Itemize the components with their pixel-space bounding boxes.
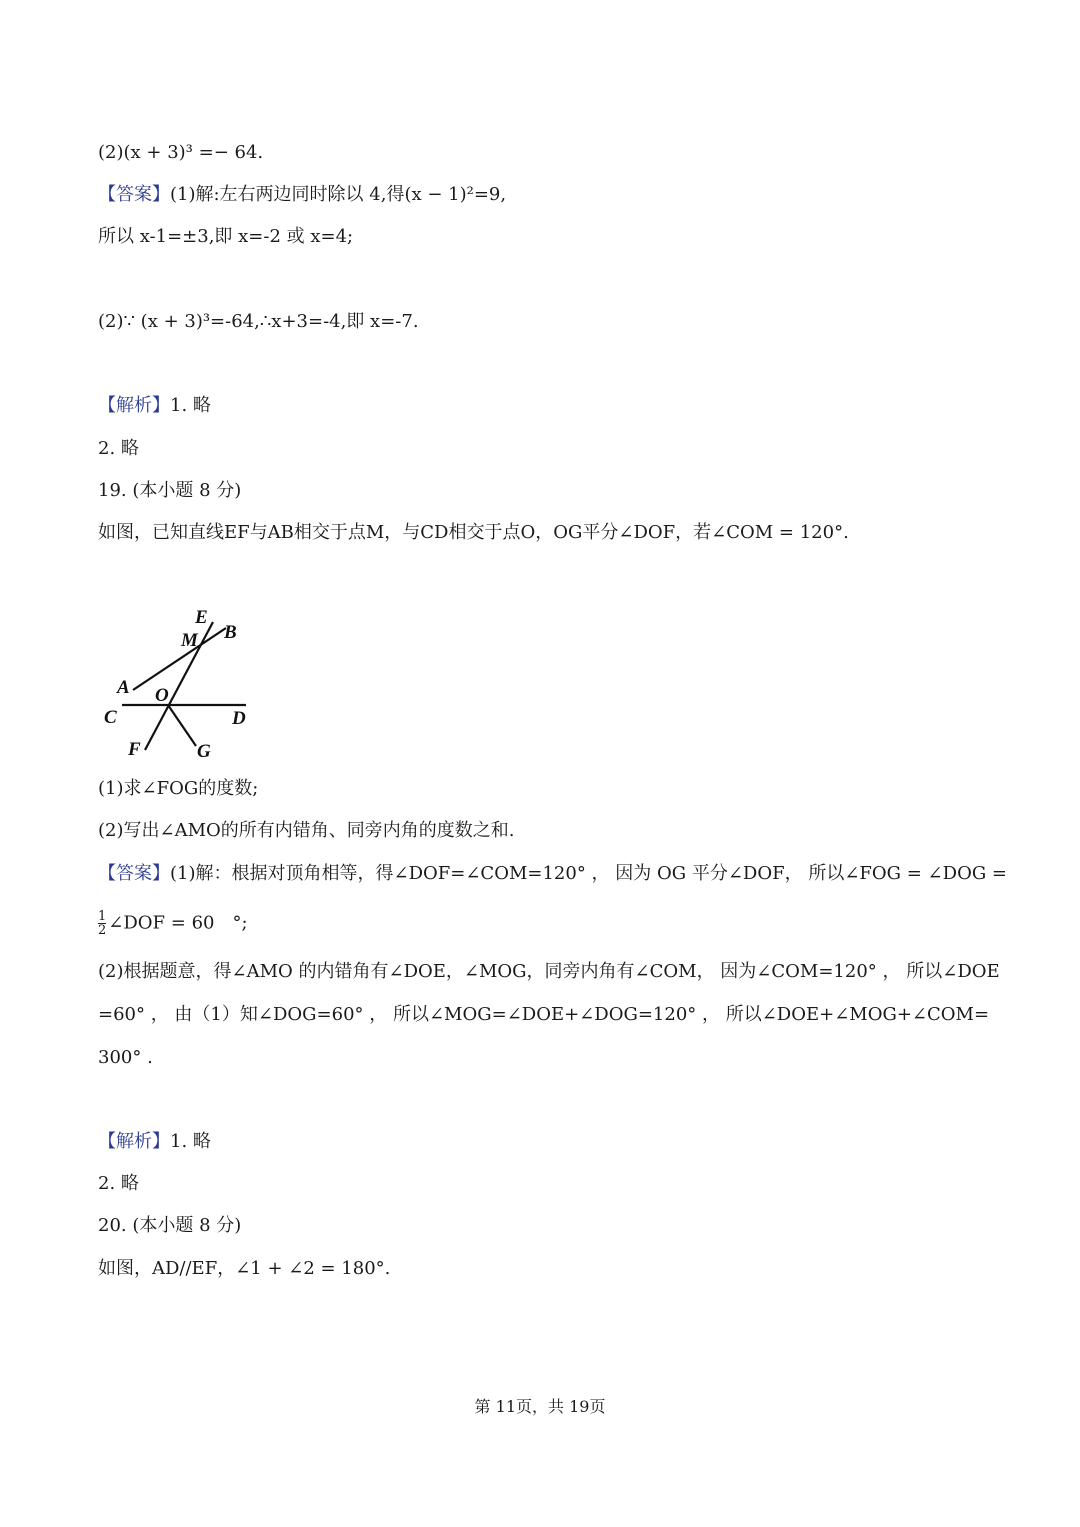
question-19-heading: 19. (本小题 8 分) [98, 480, 242, 501]
answer-19-part-2-line-3: 300° . [98, 1047, 153, 1068]
label-m: M [181, 630, 198, 651]
label-g: G [197, 741, 211, 762]
answer-19-part-2-line-1: (2)根据题意，得∠AMO 的内错角有∠DOE，∠MOG，同旁内角有∠COM， 因为∠COM=120° ， 所以∠DOE [98, 961, 1000, 982]
answer-19-line-2: $\frac{1}{2}$ ∠DOF = 60 °; [98, 909, 248, 938]
question-20-heading: 20. (本小题 8 分) [98, 1215, 242, 1236]
answer-text: (1)解：根据对顶角相等，得∠DOF=∠COM=120° ， 因为 OG 平分∠DOF， 所以∠FOG = ∠DOG = [170, 863, 1008, 884]
label-b: B [224, 622, 237, 643]
answer-18-line-2: 所以 x-1=±3,即 x=-2 或 x=4; [98, 226, 354, 247]
question-20-stem: 如图，AD//EF，∠1 + ∠2 = 180°. [98, 1258, 391, 1279]
label-f: F [128, 739, 141, 760]
answer-18-part-2: (2)∵ (x + 3)³=-64,∴x+3=-4,即 x=-7. [98, 311, 419, 332]
question-19-stem: 如图，已知直线EF与AB相交于点M，与CD相交于点O，OG平分∠DOF，若∠COM = 120°. [98, 522, 849, 543]
analysis-18-item-2: 2. 略 [98, 438, 139, 459]
label-d: D [232, 708, 246, 729]
line-ab [133, 628, 226, 690]
label-o: O [155, 685, 169, 706]
label-a: A [117, 677, 130, 698]
label-c: C [104, 707, 117, 728]
ray-og [168, 705, 196, 746]
analysis-tag: 【解析】 [98, 395, 170, 416]
answer-tag: 【答案】 [98, 863, 170, 884]
analysis-19 [98, 1130, 211, 1154]
question-19-part-1: (1)求∠FOG的度数; [98, 778, 259, 799]
analysis-text: 1. 略 [170, 1131, 211, 1152]
fraction-one-half: $\frac{1}{2}$ [98, 909, 107, 938]
analysis-19-item-2: 2. 略 [98, 1173, 139, 1194]
answer-text: (1)解:左右两边同时除以 4,得(x − 1)²=9, [170, 184, 507, 205]
question-19-part-2: (2)写出∠AMO的所有内错角、同旁内角的度数之和. [98, 820, 515, 841]
analysis-tag: 【解析】 [98, 1131, 170, 1152]
geometry-figure [0, 0, 300, 780]
page-footer: 第 11页，共 19页 [474, 1397, 606, 1416]
question-18-part-2: (2)(x + 3)³ =− 64. [98, 142, 264, 163]
label-e: E [195, 607, 208, 628]
analysis-text: 1. 略 [170, 395, 211, 416]
answer-tag: 【答案】 [98, 184, 170, 205]
answer-19-line-1 [98, 862, 1007, 886]
answer-19-part-2-line-2: =60° ， 由（1）知∠DOG=60° ， 所以∠MOG=∠DOE+∠DOG=120° ， 所以∠DOE+∠MOG+∠COM= [98, 1004, 990, 1025]
